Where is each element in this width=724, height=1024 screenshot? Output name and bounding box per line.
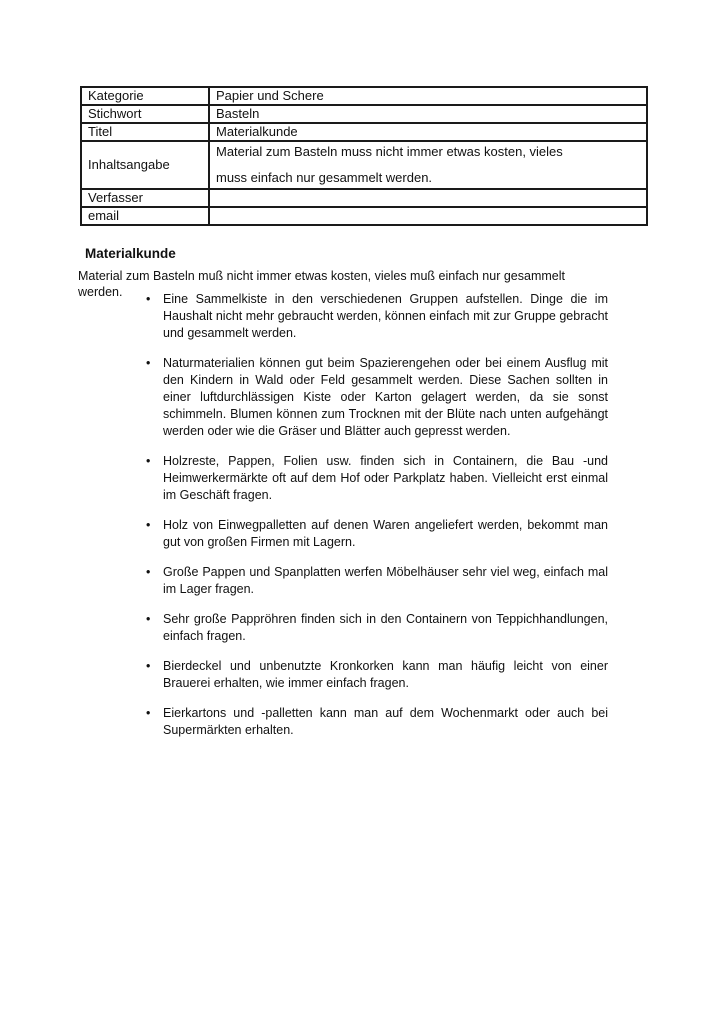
intro-paragraph: Material zum Basteln muß nicht immer etwas kosten, vieles muß einfach nur gesammelt werden. (78, 269, 565, 299)
list-item (146, 355, 608, 440)
row-label: Stichwort (81, 105, 209, 123)
table-row (81, 87, 647, 105)
table-row (81, 105, 647, 123)
row-value (209, 207, 647, 225)
list-item-text: Naturmaterialien können gut beim Spazierengehen oder bei einem Ausflug mit den Kindern in Wald oder Feld gesammelt werden. Diese Sachen sollten in einer luftdurchlässigen Kiste oder Karton gelagert werden, da sie sonst schimmeln. Blumen können zum Trocknen mit der Blüte nach unten aufgehängt werden oder wie die Gräser und Blätter auch gepresst werden. (163, 356, 608, 438)
bullet-icon: • (146, 292, 151, 306)
list-item-text: Holz von Einwegpalletten auf denen Waren angeliefert werden, bekommt man gut von großen Firmen mit Lagern. (163, 518, 608, 549)
row-label: Verfasser (81, 189, 209, 207)
bullet-icon: • (146, 356, 151, 370)
list-item-text: Sehr große Pappröhren finden sich in den Containern von Teppichhandlungen, einfach fragen. (163, 612, 608, 643)
list-item (146, 517, 608, 551)
list-item (146, 453, 608, 504)
bullet-icon: • (146, 612, 151, 626)
info-table (80, 86, 648, 226)
list-item-text: Eierkartons und -palletten kann man auf dem Wochenmarkt oder auch bei Supermärkten erhalten. (163, 706, 608, 737)
table-row (81, 189, 647, 207)
table-row (81, 123, 647, 141)
row-value: Materialkunde (209, 123, 647, 141)
materials-list (146, 291, 608, 752)
row-label: Inhaltsangabe (81, 141, 209, 189)
list-item-text: Holzreste, Pappen, Folien usw. finden sich in Containern, die Bau -und Heimwerkermärkte oft auf dem Hof oder Parkplatz haben. Vielleicht erst einmal im Geschäft fragen. (163, 454, 608, 502)
row-label: email (81, 207, 209, 225)
row-value: Basteln (209, 105, 647, 123)
bullet-icon: • (146, 565, 151, 579)
list-item-text: Große Pappen und Spanplatten werfen Möbelhäuser sehr viel weg, einfach mal im Lager fragen. (163, 565, 608, 596)
list-item (146, 564, 608, 598)
bullet-icon: • (146, 706, 151, 720)
document-heading: Materialkunde (85, 246, 176, 261)
row-value: Papier und Schere (209, 87, 647, 105)
row-value-line: muss einfach nur gesammelt werden. (216, 170, 433, 185)
row-label: Kategorie (81, 87, 209, 105)
bullet-icon: • (146, 454, 151, 468)
row-value (209, 189, 647, 207)
list-item (146, 291, 608, 342)
list-item (146, 611, 608, 645)
list-item (146, 658, 608, 692)
row-label: Titel (81, 123, 209, 141)
table-row (81, 207, 647, 225)
row-value-line: Material zum Basteln muss nicht immer etwas kosten, vieles (216, 144, 563, 159)
list-item-text: Bierdeckel und unbenutzte Kronkorken kann man häufig leicht von einer Brauerei erhalten, wie immer einfach fragen. (163, 659, 608, 690)
table-row (81, 141, 647, 189)
list-item (146, 705, 608, 739)
list-item-text: Eine Sammelkiste in den verschiedenen Gruppen aufstellen. Dinge die im Haushalt nicht mehr gebraucht werden, können einfach mit zur Gruppe gebracht und gesammelt werden. (163, 292, 608, 340)
bullet-icon: • (146, 659, 151, 673)
row-value (209, 141, 647, 189)
bullet-icon: • (146, 518, 151, 532)
